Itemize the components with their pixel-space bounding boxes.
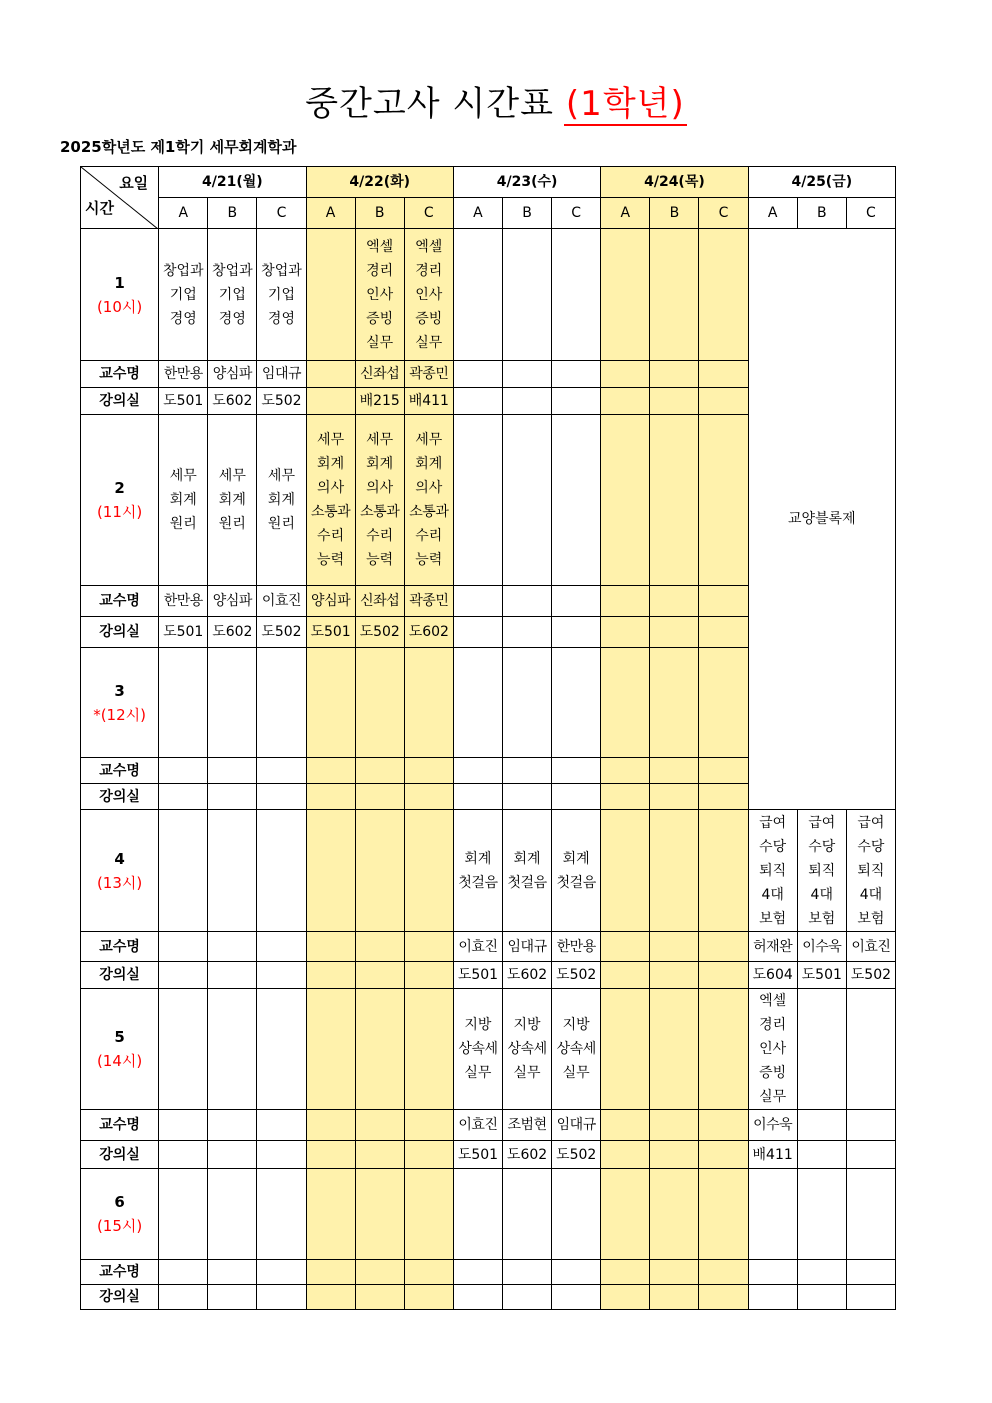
period-2-label (81, 415, 159, 586)
room-cell: 도602 (503, 962, 552, 989)
title-grade: (1학년) (565, 84, 685, 124)
room-row-label: 강의실 (81, 784, 159, 810)
prof-cell: 임대규 (552, 1110, 601, 1141)
subject-cell: 지방 상속세 실무 (552, 989, 601, 1110)
subject-cell: 세무 회계 의사 소통과 수리 능력 (306, 415, 355, 586)
prof-row-label: 교수명 (81, 586, 159, 617)
prof-cell: 임대규 (257, 361, 306, 388)
prof-row-label: 교수명 (81, 1260, 159, 1285)
section-header: A (601, 198, 650, 229)
prof-cell: 한만용 (159, 361, 208, 388)
room-cell: 도602 (208, 388, 257, 415)
room-cell: 도502 (552, 962, 601, 989)
empty-cell (552, 229, 601, 361)
title-main: 중간고사 시간표 (305, 84, 554, 124)
section-header: C (846, 198, 895, 229)
prof-cell: 허재완 (748, 932, 797, 962)
day-header-thu: 4/24(목) (601, 167, 748, 198)
section-header: B (355, 198, 404, 229)
section-header: A (453, 198, 502, 229)
prof-cell: 임대규 (503, 932, 552, 962)
prof-cell: 양심파 (208, 586, 257, 617)
empty-cell (601, 229, 650, 361)
prof-cell: 이효진 (257, 586, 306, 617)
day-header-fri: 4/25(금) (748, 167, 895, 198)
prof-cell: 이수욱 (748, 1110, 797, 1141)
room-cell: 도501 (159, 388, 208, 415)
room-row-label: 강의실 (81, 388, 159, 415)
prof-cell: 이효진 (453, 932, 502, 962)
liberal-arts-block: 교양블록제 (748, 229, 895, 810)
period-number: 2 (114, 479, 125, 497)
subject-cell: 창업과 기업 경영 (208, 229, 257, 361)
subject-cell: 창업과 기업 경영 (257, 229, 306, 361)
prof-cell: 이수욱 (797, 932, 846, 962)
room-cell: 배411 (748, 1141, 797, 1169)
empty-cell (306, 229, 355, 361)
subject-cell: 급여 수당 퇴직 4대 보험 (846, 810, 895, 932)
room-cell: 도501 (159, 617, 208, 648)
period-6-label (81, 1169, 159, 1260)
section-header: B (797, 198, 846, 229)
section-header: C (404, 198, 453, 229)
subject-cell: 창업과 기업 경영 (159, 229, 208, 361)
period-time: (15시) (96, 1217, 143, 1235)
subject-cell: 엑셀 경리 인사 증빙 실무 (404, 229, 453, 361)
subject-cell: 지방 상속세 실무 (503, 989, 552, 1110)
prof-cell: 조범현 (503, 1110, 552, 1141)
room-cell: 도502 (846, 962, 895, 989)
day-header-mon: 4/21(월) (159, 167, 306, 198)
period-1-label (81, 229, 159, 361)
room-row-label: 강의실 (81, 1141, 159, 1169)
period-time: (11시) (96, 503, 143, 521)
prof-cell: 곽종민 (404, 361, 453, 388)
room-cell: 도602 (208, 617, 257, 648)
period-number: 1 (114, 273, 125, 292)
section-header: C (257, 198, 306, 229)
subject-cell: 세무 회계 원리 (159, 415, 208, 586)
room-cell: 도502 (257, 617, 306, 648)
section-header: A (306, 198, 355, 229)
section-header: C (699, 198, 748, 229)
section-header: A (748, 198, 797, 229)
corner-time-label: 시간 (85, 199, 114, 217)
day-header-wed: 4/23(수) (453, 167, 600, 198)
room-row-label: 강의실 (81, 962, 159, 989)
period-number: 4 (114, 849, 125, 868)
empty-cell (503, 229, 552, 361)
period-time: (14시) (96, 1052, 143, 1070)
prof-cell: 곽종민 (404, 586, 453, 617)
subject-cell: 지방 상속세 실무 (453, 989, 502, 1110)
prof-row-label: 교수명 (81, 361, 159, 388)
subtitle: 2025학년도 제1학기 세무회계학과 (60, 138, 297, 156)
period-number: 5 (114, 1028, 125, 1046)
period-number: 3 (114, 681, 125, 700)
room-cell: 도602 (503, 1141, 552, 1169)
subject-cell: 회계 첫걸음 (503, 810, 552, 932)
prof-cell: 이효진 (453, 1110, 502, 1141)
subject-cell: 엑셀 경리 인사 증빙 실무 (748, 989, 797, 1110)
period-5-label (81, 989, 159, 1110)
subject-cell: 세무 회계 원리 (208, 415, 257, 586)
prof-row-label: 교수명 (81, 932, 159, 962)
room-cell: 도604 (748, 962, 797, 989)
period-4-label (81, 810, 159, 932)
corner-cell (81, 167, 159, 229)
subject-cell: 엑셀 경리 인사 증빙 실무 (355, 229, 404, 361)
room-cell: 도502 (355, 617, 404, 648)
room-cell: 도502 (257, 388, 306, 415)
prof-cell: 신좌섭 (355, 361, 404, 388)
subject-cell: 세무 회계 원리 (257, 415, 306, 586)
empty-cell (453, 229, 502, 361)
subject-cell: 회계 첫걸음 (552, 810, 601, 932)
room-cell: 배411 (404, 388, 453, 415)
prof-row-label: 교수명 (81, 1110, 159, 1141)
section-header: C (552, 198, 601, 229)
room-cell: 도501 (306, 617, 355, 648)
period-time: (10시) (96, 297, 143, 316)
empty-cell (699, 229, 748, 361)
section-header: B (208, 198, 257, 229)
page-title (0, 76, 992, 125)
room-row-label: 강의실 (81, 1285, 159, 1310)
section-header: A (159, 198, 208, 229)
subject-cell: 세무 회계 의사 소통과 수리 능력 (404, 415, 453, 586)
room-cell: 도602 (404, 617, 453, 648)
prof-cell: 이효진 (846, 932, 895, 962)
period-3-label (81, 648, 159, 758)
subject-cell: 세무 회계 의사 소통과 수리 능력 (355, 415, 404, 586)
prof-cell: 양심파 (306, 586, 355, 617)
prof-cell: 신좌섭 (355, 586, 404, 617)
subject-cell: 회계 첫걸음 (453, 810, 502, 932)
period-number: 6 (114, 1193, 125, 1211)
period-time: (13시) (96, 873, 143, 892)
day-header-tue: 4/22(화) (306, 167, 453, 198)
subject-cell: 급여 수당 퇴직 4대 보험 (748, 810, 797, 932)
prof-cell: 양심파 (208, 361, 257, 388)
prof-cell: 한만용 (552, 932, 601, 962)
room-cell: 도501 (797, 962, 846, 989)
room-cell: 도501 (453, 1141, 502, 1169)
subject-cell: 급여 수당 퇴직 4대 보험 (797, 810, 846, 932)
room-row-label: 강의실 (81, 617, 159, 648)
prof-cell: 한만용 (159, 586, 208, 617)
section-header: B (503, 198, 552, 229)
room-cell: 배215 (355, 388, 404, 415)
section-header: B (650, 198, 699, 229)
room-cell: 도501 (453, 962, 502, 989)
period-time: *(12시) (93, 705, 146, 724)
exam-timetable (80, 166, 896, 1310)
room-cell: 도502 (552, 1141, 601, 1169)
empty-cell (650, 229, 699, 361)
prof-row-label: 교수명 (81, 758, 159, 784)
corner-day-label: 요일 (119, 174, 149, 192)
